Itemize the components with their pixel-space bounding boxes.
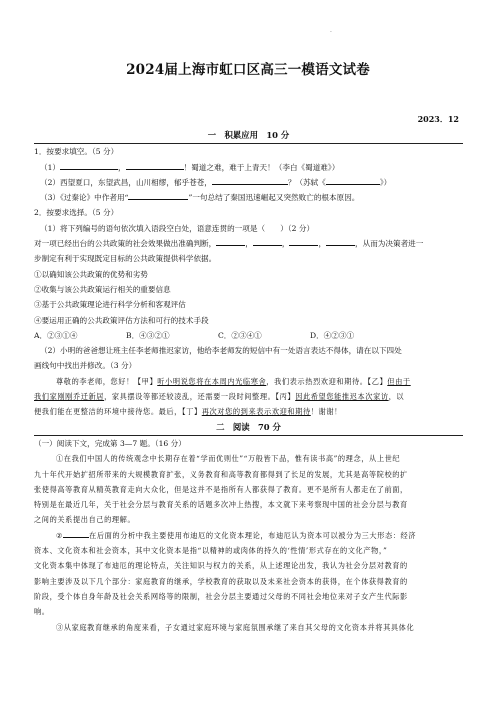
- answer-blank[interactable]: [63, 528, 89, 538]
- passage-line: 九十年代开始扩招所带来的大规模教育扩张，义务教育和高等教育都得到了长足的发展，尤其是高等院校的扩: [34, 469, 408, 479]
- passage-line: ③从家庭教育继承的角度来看，子女通过家庭环境与家庭氛围承继了来自其父母的文化资本并将其具体化: [56, 622, 415, 632]
- answer-blank[interactable]: [212, 175, 288, 185]
- question-2-stem: 2．按要求选择。（5 分）: [34, 208, 119, 218]
- passage-line: 资本、文化资本和社会资本，其中文化资本是指“以精神的或肉体的持久的‘性情’形式存在的文化产物，”: [34, 546, 388, 556]
- question-2-2-prompt-cont: 画线句中找出并修改。（3 分）: [34, 361, 137, 371]
- answer-blank[interactable]: [60, 160, 118, 170]
- passage-line: 文化资本集中体现了布迪厄的理论特点，关注知识与权力的关系，从上述理论出发，我认为社会分层对教育的: [34, 561, 408, 571]
- option-c[interactable]: C．②③④①: [218, 330, 262, 340]
- exam-date: 2023．12: [417, 114, 459, 124]
- page-title: 2024届上海市虹口区高三一模语文试卷: [126, 62, 370, 78]
- sms-message: 我们家刚刚乔迁新居，家具摆设等都还较凌乱，还需要一段时间整理。【丙】因此希望您能推迟本次家访，以: [34, 392, 405, 402]
- option-b[interactable]: B．④③②①: [126, 330, 170, 340]
- reading-part-1-instructions: （一）阅读下文，完成第 3—7 题。（16 分）: [34, 438, 186, 448]
- list-item: ②收集与该公共政策运行相关的重要信息: [34, 284, 171, 294]
- answer-blank[interactable]: [128, 190, 188, 200]
- option-a[interactable]: A．②③①④: [34, 330, 78, 340]
- question-2-2-prompt: （2）小明的爸爸想让班主任李老师推迟家访，他给李老师发的短信中有一处语言表达不得体，请在以下四处: [40, 346, 402, 356]
- scan-mark: ·: [330, 29, 332, 36]
- passage-line: 之间的关系提出自己的理解。: [34, 515, 136, 525]
- section-heading-reading: 二 阅读 70 分: [34, 420, 463, 436]
- sms-message: 尊敬的李老师，您好！【甲】听小明说您将在本周内光临寒舍，我们表示热烈欢迎和期待。【乙】但由于: [56, 376, 411, 386]
- answer-blank[interactable]: [216, 236, 245, 246]
- passage-line: 影响主要涉及以下几个部分：家庭教育的继承，学校教育的获取以及未来社会资本的获得，在个体获得教育的: [34, 576, 408, 586]
- exam-content: [34, 128, 463, 635]
- list-item: ④要运用正确的公共政策评估方法和可行的技术手段: [34, 315, 209, 325]
- list-item: ③基于公共政策理论进行科学分析和客观评估: [34, 300, 186, 310]
- question-1-3: （3）《过秦论》中作者用“ ”一句总结了秦国迅速崛起又突然败亡的根本原因。: [34, 190, 463, 205]
- passage-line: 阶段，受个体自身年龄及社会关系网络等的限制，社会分层主要通过父母的不同社会地位来对子女产生代际影: [34, 591, 408, 601]
- answer-blank[interactable]: [326, 175, 380, 185]
- answer-blank[interactable]: [289, 236, 318, 246]
- question-2-1-text: 对一项已经出台的公共政策的社会效果做出准确判断， ， ， ， ，从而为决策者进一: [34, 236, 463, 251]
- answer-blank[interactable]: [126, 160, 184, 170]
- passage-line: 响。: [34, 607, 50, 617]
- passage-line: 特别是在最近几年，关于社会分层与教育关系的话题多次冲上热搜，本文就下来考察现中国的社会分层与教育: [34, 500, 408, 510]
- passage-line: ② 在后面的分析中我主要使用布迪厄的文化资本理论，布迪厄认为资本可以被分为三大形态：经济: [34, 528, 463, 543]
- answer-blank[interactable]: [326, 236, 355, 246]
- question-1-1: （1） ， ！蜀道之难，难于上青天！（李白《蜀道难》）: [34, 160, 463, 175]
- question-2-1-prompt: （1）将下列编号的语句依次填入语段空白处，语意连贯的一项是（ ）（2 分）: [40, 223, 315, 233]
- answer-options: [34, 328, 463, 343]
- sms-message: 便我们能在更整洁的环境中接待您。最后，【丁】再次对您的到来表示欢迎和期待！谢谢！: [34, 407, 342, 417]
- question-2-1-text-cont: 步制定有利于实现既定目标的公共政策提供科学依据。: [34, 254, 217, 264]
- passage-line: 张使得高等教育从精英教育走向大众化，但是这并不是指所有人都获得了教育。更不是所有人都走在了前面，: [34, 484, 408, 494]
- question-1-2: （2）西望夏口，东望武昌，山川相缪，郁乎苍苍， ？（苏轼《 》）: [34, 175, 463, 190]
- question-1-stem: 1．按要求填空。（5 分）: [34, 147, 119, 157]
- answer-blank[interactable]: [253, 236, 282, 246]
- list-item: ①以确知该公共政策的优势和劣势: [34, 269, 148, 279]
- option-d[interactable]: D．④②③①: [310, 330, 355, 340]
- section-heading-accumulation: 一 积累应用 10 分: [34, 128, 463, 144]
- passage-line: ①在我们中国人的传统观念中长期存在着“学而优则仕”“万般皆下品，惟有读书高”的理念，从上世纪: [56, 454, 401, 464]
